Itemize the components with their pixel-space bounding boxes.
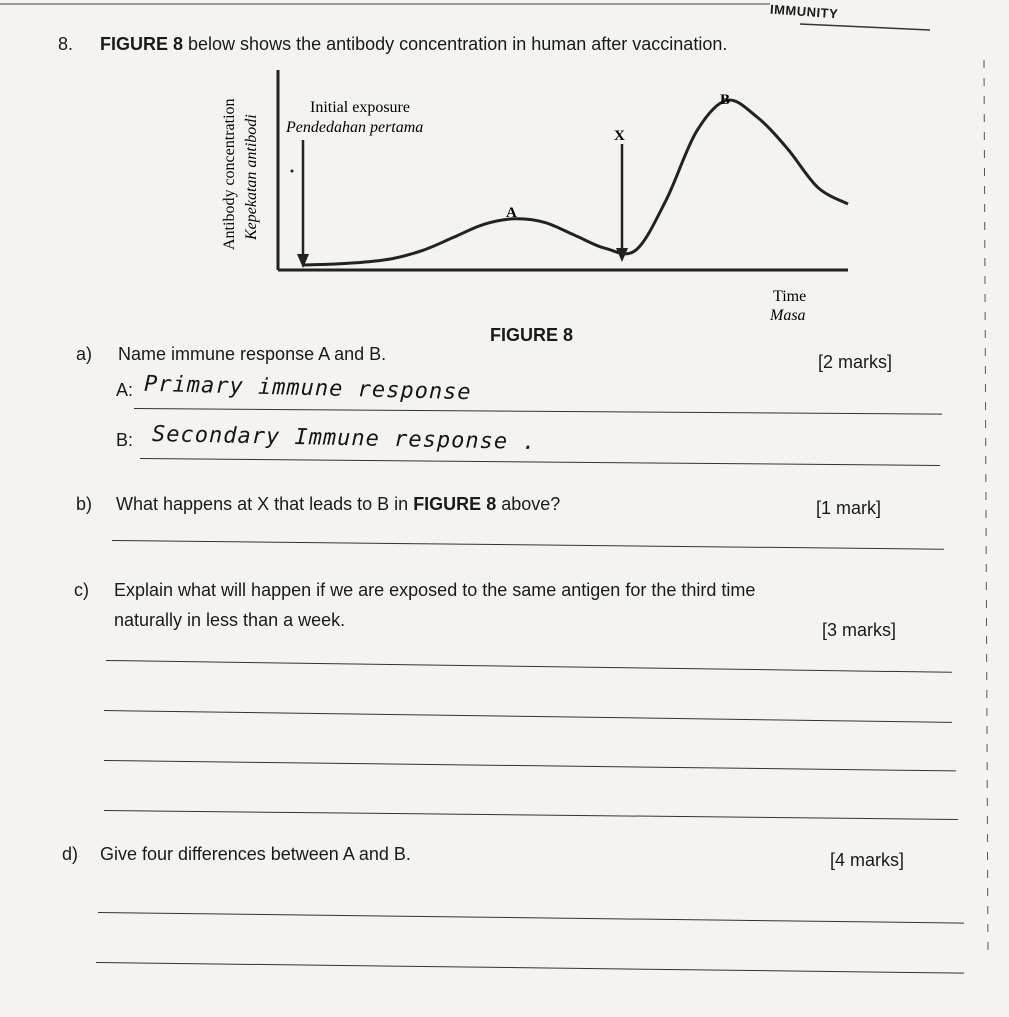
initial-exposure-label-ms: Pendedahan pertama <box>286 119 424 136</box>
answer-d-line-1[interactable] <box>98 912 964 924</box>
point-x-label: X <box>614 128 625 144</box>
question-number: 8. <box>58 34 74 54</box>
answer-a-handwritten[interactable]: Primary immune response <box>143 371 472 406</box>
figure-reference: FIGURE 8 <box>100 34 184 54</box>
dot-mark <box>291 170 294 173</box>
part-b-text-before: What happens at X that leads to B in <box>116 494 414 514</box>
answer-b-handwritten[interactable]: Secondary Immune response . <box>151 421 537 456</box>
point-a-label: A <box>506 205 517 221</box>
part-c-question-line1: Explain what will happen if we are exposed to the same antigen for the third time <box>114 580 756 600</box>
answer-b-line <box>140 458 940 466</box>
part-b-marks: [1 mark] <box>816 498 882 518</box>
topic-header: IMMUNITY <box>769 1 839 22</box>
margin-dashes <box>980 60 1000 960</box>
part-c-question-line2: naturally in less than a week. <box>114 610 346 630</box>
figure-caption: FIGURE 8 <box>490 325 574 345</box>
x-axis-label-ms: Masa <box>770 307 806 324</box>
answer-a-prefix: A: <box>116 380 134 400</box>
y-axis-label-ms: Kepekatan antibodi <box>243 114 260 240</box>
part-c-label: c) <box>74 580 89 600</box>
part-a-question: Name immune response A and B. <box>118 344 387 364</box>
x-axis-label-en: Time <box>773 288 807 305</box>
part-d-label: d) <box>62 844 79 864</box>
part-a-label: a) <box>76 344 93 364</box>
answer-b-prefix: B: <box>116 430 134 450</box>
question-stem-text: below shows the antibody concentration in human after vaccination. <box>183 34 728 54</box>
part-c-marks: [3 marks] <box>822 620 897 640</box>
answer-d-line-2[interactable] <box>96 962 964 974</box>
answer-a-line <box>134 408 942 415</box>
antibody-chart <box>200 60 880 330</box>
point-b-label: B <box>720 92 731 108</box>
part-d-question: Give four differences between A and B. <box>100 844 411 864</box>
part-b-question <box>116 494 560 515</box>
part-b-text-after: above? <box>496 494 561 514</box>
part-d-marks: [4 marks] <box>830 850 905 870</box>
initial-exposure-label-en: Initial exposure <box>310 99 410 116</box>
part-b-label: b) <box>76 494 93 514</box>
answer-b-part-line[interactable] <box>112 540 944 550</box>
part-a-marks: [2 marks] <box>818 352 893 372</box>
y-axis-label-en: Antibody concentration <box>221 98 238 250</box>
answer-c-line-4[interactable] <box>104 810 958 820</box>
question-stem <box>100 34 727 55</box>
answer-c-line-3[interactable] <box>104 760 956 771</box>
answer-c-line-2[interactable] <box>104 710 952 723</box>
part-b-figure-ref: FIGURE 8 <box>413 494 497 514</box>
answer-c-line-1[interactable] <box>106 660 952 673</box>
